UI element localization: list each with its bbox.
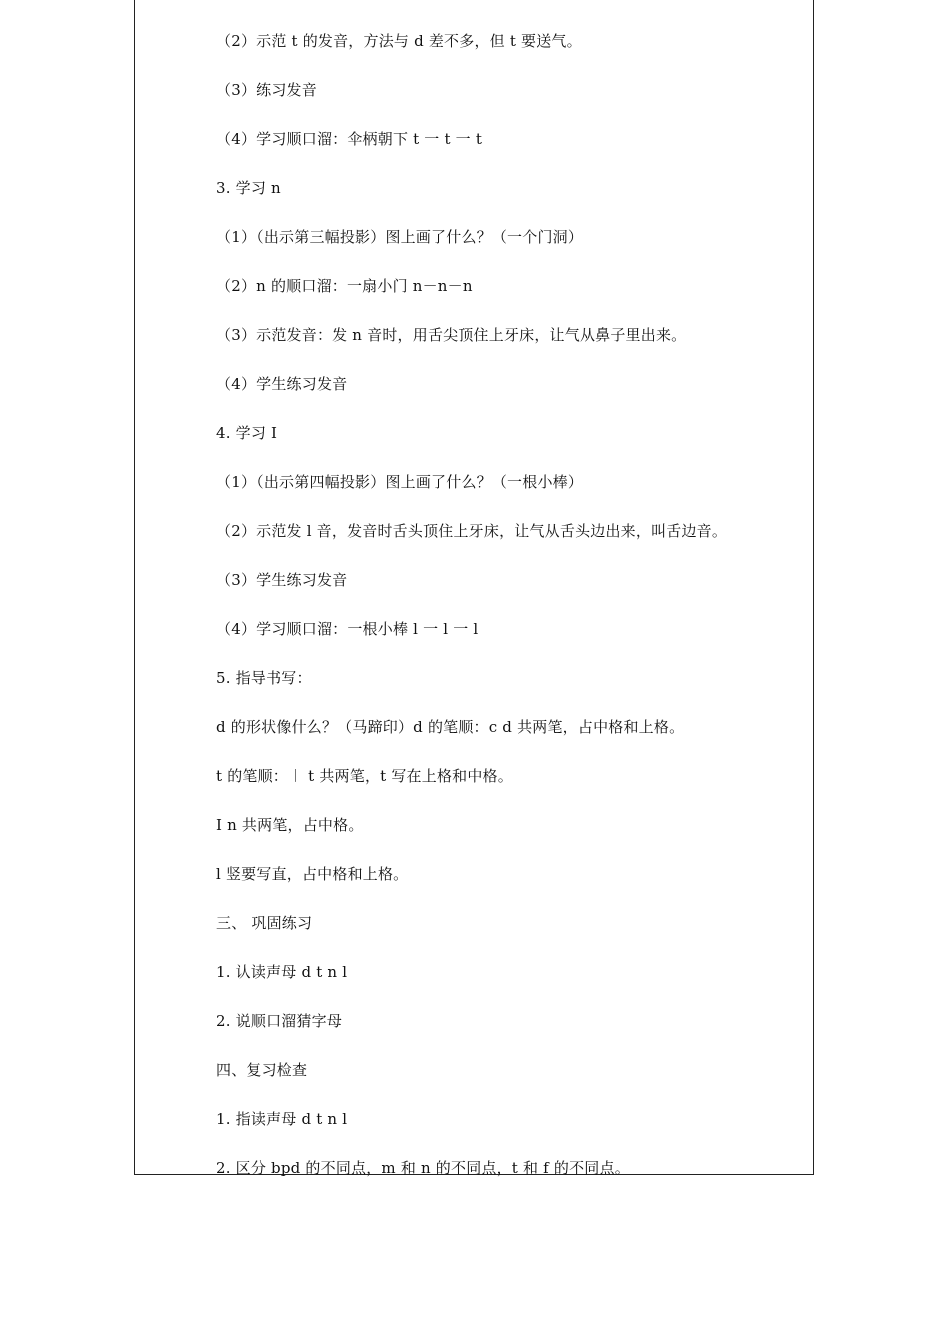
section-heading: 4. 学习 I bbox=[216, 424, 278, 442]
text-line: （3）示范发音：发 n 音时，用舌尖顶住上牙床，让气从鼻子里出来。 bbox=[216, 326, 687, 344]
text-line: l 竖要写直，占中格和上格。 bbox=[216, 865, 409, 883]
text-line: （2）示范发 l 音，发音时舌头顶住上牙床，让气从舌头边出来，叫舌边音。 bbox=[216, 522, 728, 540]
text-line: d 的形状像什么？（马蹄印）d 的笔顺：c d 共两笔，占中格和上格。 bbox=[216, 718, 685, 736]
text-line: （2）n 的顺口溜：一扇小门 n－n－n bbox=[216, 277, 473, 295]
text-line: （2）示范 t 的发音，方法与 d 差不多，但 t 要送气。 bbox=[216, 32, 582, 50]
text-line: （3）练习发音 bbox=[216, 81, 317, 99]
text-line: t 的笔顺：︱ t 共两笔，t 写在上格和中格。 bbox=[216, 767, 513, 785]
text-line: （4）学生练习发音 bbox=[216, 375, 348, 393]
text-line: （4）学习顺口溜：伞柄朝下 t 一 t 一 t bbox=[216, 130, 483, 148]
text-line: （1）（出示第三幅投影）图上画了什么？（一个门洞） bbox=[216, 228, 584, 246]
text-line: （1）（出示第四幅投影）图上画了什么？（一根小棒） bbox=[216, 473, 584, 491]
text-line: I n 共两笔，占中格。 bbox=[216, 816, 364, 834]
section-heading: 5. 指导书写： bbox=[216, 669, 312, 687]
section-heading: 3. 学习 n bbox=[216, 179, 281, 197]
text-line: 2. 区分 bpd 的不同点，m 和 n 的不同点，t 和 f 的不同点。 bbox=[216, 1159, 630, 1177]
text-line: 1. 认读声母 d t n l bbox=[216, 963, 348, 981]
section-heading: 三、 巩固练习 bbox=[216, 914, 313, 932]
text-line: 2. 说顺口溜猜字母 bbox=[216, 1012, 343, 1030]
text-line: （3）学生练习发音 bbox=[216, 571, 348, 589]
lesson-text bbox=[216, 28, 806, 1204]
text-line: （4）学习顺口溜：一根小棒 l 一 l 一 l bbox=[216, 620, 479, 638]
text-line: 1. 指读声母 d t n l bbox=[216, 1110, 348, 1128]
section-heading: 四、复习检查 bbox=[216, 1061, 308, 1079]
